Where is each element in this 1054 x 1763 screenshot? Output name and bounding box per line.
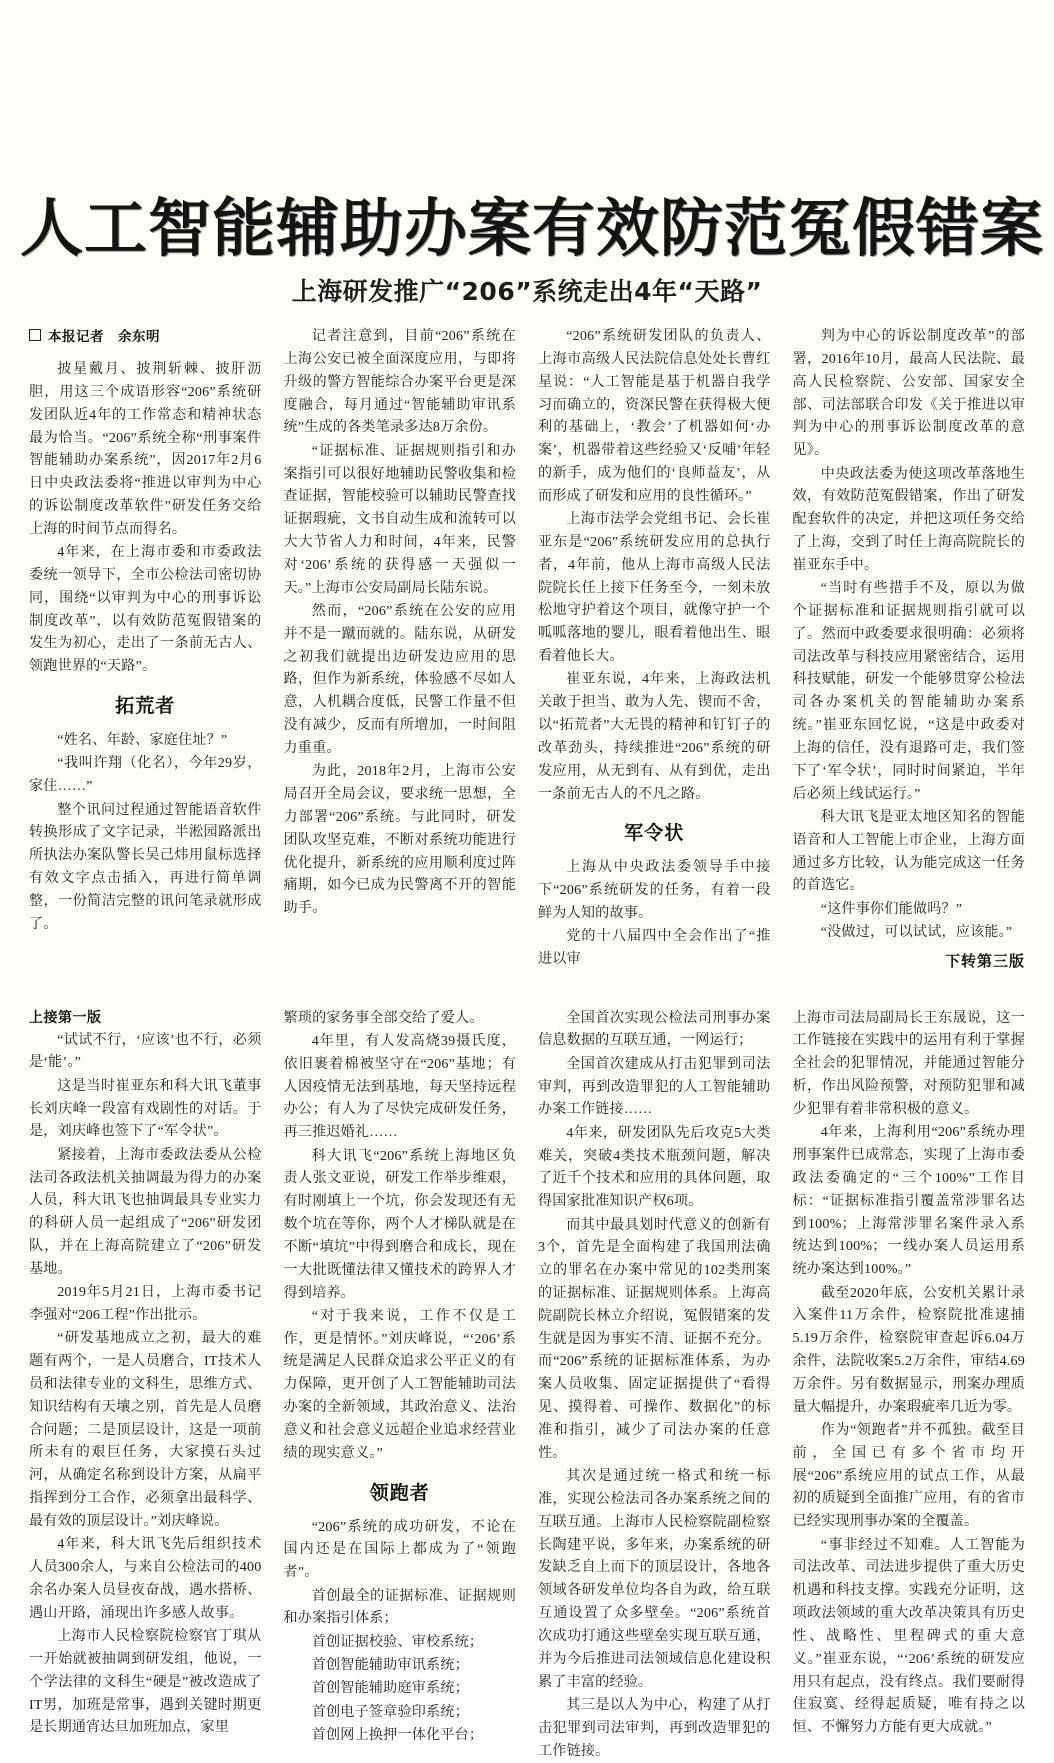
- paragraph: 上海市司法局副局长王东晟说，这一工作链接在实践中的运用有利于掌握全社会的犯罪情况，并能通过智能分析，作出风险预警，对预防犯罪和减少犯罪有着非常积极的意义。: [792, 1009, 1025, 1117]
- paragraph: “试试不行，‘应该’也不行，必须是‘能’。”: [29, 1031, 262, 1071]
- paragraph: 2019年5月21日，上海市委书记李强对“206工程”作出批示。: [29, 1284, 262, 1323]
- paragraph: “206”系统研发团队的负责人、上海市高级人民法院信息处处长曹红星说：“人工智能是基于机器自我学习而确立的，资深民警在获得极大便利的基础上，‘教会’了机器如何‘办案’，机器带着这些经验又‘反哺’年轻的新手，成为他们的‘良师益友’，从而形成了研发和应用的良性循环。”: [538, 328, 771, 504]
- paragraph: 首创电子签章验印系统；: [311, 1703, 469, 1720]
- paragraph: “我叫许翔（化名），今年29岁，家住……”: [29, 755, 262, 795]
- paragraph: 4年里，有人发高烧39摄氏度，依旧裹着棉被坚守在“206”基地；有人因疫情无法到基地，每天坚持远程办公；有人为了尽快完成研发任务，再三推迟婚礼……: [283, 1032, 516, 1141]
- byline: [29, 325, 262, 345]
- paragraph: 首创网上换押一体化平台；: [311, 1727, 484, 1744]
- paragraph: 上海市人民检察院检察官丁琪从一开始就被抽调到研发组，他说，一个学法律的文科生“硬是”被改造成了IT男，加班是常事，遇到关键时期更是长期通宵达旦加班加点，家里: [29, 1628, 262, 1736]
- paragraph: 党的十八届四中全会作出了“推进以审: [538, 928, 771, 968]
- paragraph: 截至2020年底，公安机关累计录入案件11万余件，检察院批准逮捕5.19万余件，检察院审查起诉6.04万余件，法院收案5.2万余件，审结4.69万余件。另有数据显示，刑案办理质量大幅提升，办案瑕疵率几近为零。: [792, 1284, 1025, 1415]
- paragraph: 记者注意到，目前“206”系统在上海公安已被全面深度应用，与即将升级的警方智能综合办案平台更是深度融合，每月通过“智能辅助审讯系统”生成的各类笔录多达8万余份。: [283, 328, 516, 436]
- upper-column-3: [527, 325, 782, 972]
- page-headline: 人工智能辅助办案有效防范冤假错案: [20, 192, 1044, 265]
- upper-column-2: [273, 325, 528, 972]
- continued-from-label: 上接第一版: [29, 1009, 102, 1026]
- section-heading-leader: 领跑者: [369, 1481, 430, 1504]
- paragraph: 紧接着，上海市委政法委从公检法司各政法机关抽调最为得力的办案人员，科大讯飞也抽调最具专业实力的科研人员一起组成了“206”研发团队，并在上海高院建立了“206”研发基地。: [29, 1146, 262, 1277]
- paragraph: 整个讯问过程通过智能语音软件转换形成了文字记录，半淞园路派出所执法办案队警长吴己炜用鼠标选择有效文字点击插入，再进行简单调整，一份简洁完整的讯问笔录就形成了。: [29, 801, 262, 932]
- paragraph: “这件事你们能做吗？”: [820, 900, 963, 917]
- paragraph: “姓名、年龄、家庭住址？”: [57, 732, 228, 749]
- paragraph: 而其中最具划时代意义的创新有3个，首先是全面构建了我国刑法确立的罪名在办案中常见的102类刑案的证据标准、证据规则体系。上海高院副院长林立介绍说，冤假错案的发生就是因为事实不清、证据不充分。而“206”系统的证据标准体系，为办案人员收集、固定证据提供了“看得见、摸得着、可操作、数据化”的标准和指引，减少了司法办案的任意性。: [538, 1216, 771, 1461]
- lower-column-3: [527, 1007, 782, 1763]
- article-lower-columns: [0, 1007, 1054, 1763]
- section-heading-military-order: 军令状: [624, 822, 685, 845]
- paragraph: “没做过，可以试试，应该能。”: [820, 924, 1013, 941]
- paragraph: “研发基地成立之初，最大的难题有两个，一是人员磨合，IT技术人员和法律专业的文科生，思维方式、知识结构有天壤之别，首先是人员磨合问题；二是顶层设计，这是一项前所未有的艰巨任务，大家摸石头过河，从确定名称到设计方案，从扁平指挥到分工合作，必须拿出最科学、最有效的顶层设计。”刘庆峰说。: [29, 1330, 262, 1529]
- paragraph: 然而，“206”系统在公安的应用并不是一蹴而就的。陆东说，从研发之初我们就提出边研发边应用的思路，但作为新系统，体验感不尽如人意，人机耦合度低，民警工作量不但没有减少，反而有所增加，一时间阻力重重。: [283, 602, 516, 756]
- paragraph: “证据标准、证据规则指引和办案指引可以很好地辅助民警收集和检查证据，智能校验可以辅助民警查找证据瑕疵，文书自动生成和流转可以大大节省人力和时间，4年来，民警对‘206’系统的获得感一天强似一天。”上海市公安局副局长陆东说。: [283, 442, 516, 596]
- paragraph: 全国首次建成从打击犯罪到司法审判，再到改造罪犯的人工智能辅助办案工作链接……: [538, 1055, 771, 1118]
- paragraph: 其三是以人为中心，构建了从打击犯罪到司法审判，再到改造罪犯的工作链接。: [538, 1696, 771, 1759]
- paragraph: 首创最全的证据标准、证据规则和办案指引体系；: [283, 1587, 516, 1627]
- paragraph: 这是当时崔亚东和科大讯飞董事长刘庆峰一段富有戏剧性的对话。于是，刘庆峰也签下了“军令状”。: [29, 1077, 262, 1140]
- continued-to-label: 下转第三版: [944, 951, 1025, 970]
- lower-column-1: [18, 1007, 273, 1763]
- paragraph: 上海市法学会党组书记、会长崔亚东是“206”系统研发应用的总执行者，4年前，他从上海市高级人民法院院长任上接下任务至今，一刻未放松地守护着这个项目，就像守护一个呱呱落地的婴儿，眼看着他出生、眼看着他长大。: [538, 511, 771, 665]
- lower-column-2: [273, 1007, 528, 1763]
- article-upper-columns: [0, 325, 1054, 972]
- paragraph: 首创证据校验、审校系统；: [311, 1633, 484, 1650]
- paragraph: 披星戴月、披荆斩棘、披肝沥胆，用这三个成语形容“206”系统研发团队近4年的工作常态和精神状态最为恰当。“206”系统全称“刑事案件智能辅助办案系统”，因2017年2月6日中央政法委将“推进以审判为中心的诉讼制度改革软件”研发任务交给上海的时间节点而得名。: [29, 361, 262, 537]
- masthead: [0, 0, 1054, 307]
- paragraph: 为此，2018年2月，上海市公安局召开全局会议，要求统一思想，全力部署“206”系统。与此同时，研发团队攻坚克难，不断对系统功能进行优化提升，新系统的应用顺利度过阵痛期，如今已成为民警离不开的智能助手。: [283, 763, 516, 917]
- paragraph: 崔亚东说，4年来，上海政法机关敢于担当、敢为人先、锲而不舍，以“拓荒者”大无畏的精神和钉钉子的改革劲头，持续推进“206”系统的研发应用，从无到有、从有到优，走出一条前无古人的不凡之路。: [538, 671, 771, 802]
- paragraph: 首创智能辅助审讯系统；: [311, 1657, 469, 1674]
- byline-text: 本报记者 余东明: [48, 329, 160, 346]
- upper-column-4: [782, 325, 1037, 972]
- upper-column-1: [18, 325, 273, 972]
- paragraph: 上海从中央政法委领导手中接下“206”系统研发的任务，有着一段鲜为人知的故事。: [538, 859, 771, 922]
- section-heading-pioneer: 拓荒者: [115, 695, 176, 718]
- paragraph: “对于我来说，工作不仅是工作，更是情怀。”刘庆峰说，“‘206’系统是满足人民群众追求公平正义的有力保障，更开创了人工智能辅助司法办案的全新领域，其政治意义、法治意义和社会意义远超企业追求经营业绩的现实意义。”: [283, 1307, 516, 1461]
- square-bullet-icon: [29, 329, 41, 341]
- paragraph: 其次是通过统一格式和统一标准，实现公检法司各办案系统之间的互联互通。上海市人民检察院副检察长陶建平说，多年来，办案系统的研发缺乏自上而下的顶层设计，各地各领域各研发单位均各自为政，给互联互通设置了众多壁垒。“206”系统首次成功打通这些壁垒实现互联互通，并为今后推进司法领域信息化建设积累了丰富的经验。: [538, 1468, 771, 1690]
- lower-column-4: [782, 1007, 1037, 1763]
- paragraph: “事非经过不知难。人工智能为司法改革、司法进步提供了重大历史机遇和科技支撑。实践充分证明，这项政法领域的重大改革决策具有历史性、战略性、里程碑式的重大意义。”崔亚东说，“‘206’系统的研发应用只有起点，没有终点。我们要耐得住寂寞、经得起质疑，唯有持之以恒、不懈努力方能有更大成就。”: [792, 1536, 1025, 1736]
- paragraph: 4年来，上海利用“206”系统办理刑事案件已成常态，实现了上海市委政法委确定的“三个100%”工作目标：“证据标准指引覆盖常涉罪名达到100%；上海常涉罪名案件录入系统达到100%；一线办案人员运用系统办案达到100%。”: [792, 1124, 1025, 1278]
- paragraph: 判为中心的诉讼制度改革”的部署，2016年10月，最高人民法院、最高人民检察院、公安部、国家安全部、司法部联合印发《关于推进以审判为中心的刑事诉讼制度改革的意见》。: [792, 328, 1025, 459]
- paragraph: 科大讯飞是亚太地区知名的智能语音和人工智能上市企业，上海方面通过多方比较，认为能完成这一任务的首选它。: [792, 808, 1025, 894]
- paragraph: 中央政法委为使这项改革落地生效，有效防范冤假错案，作出了研发配套软件的决定，并把这项任务交给了上海，交到了时任上海高院院长的崔亚东手中。: [792, 465, 1025, 573]
- paragraph: 4年来，研发团队先后攻克5大类难关，突破4类技术瓶颈问题，解决了近千个技术和应用的具体问题，取得国家批准知识产权6项。: [538, 1124, 771, 1210]
- paragraph: 繁琐的家务事全部交给了爱人。: [283, 1009, 484, 1026]
- paragraph: “206”系统的成功研发，不论在国内还是在国际上都成为了“领跑者”。: [283, 1518, 516, 1581]
- paragraph: 首创智能辅助庭审系统；: [311, 1680, 469, 1697]
- paragraph: 科大讯飞“206”系统上海地区负责人张文亚说，研发工作举步维艰，有时刚填上一个坑，你会发现还有无数个坑在等你，两个人才梯队就是在不断“填坑”中得到磨合和成长，现在一大批既懂法律又懂技术的跨界人才得到培养。: [283, 1147, 516, 1301]
- paragraph: 全国首次实现公检法司刑事办案信息数据的互联互通，一网运行；: [538, 1009, 771, 1049]
- paragraph: 4年来，科大讯飞先后组织技术人员300余人，与来自公检法司的400余名办案人员昼夜奋战，遇水搭桥、遇山开路，涌现出许多感人故事。: [29, 1536, 262, 1621]
- page-subheadline: 上海研发推广“206”系统走出4年“天路”: [291, 277, 763, 307]
- paragraph: “当时有些措手不及，原以为做个证据标准和证据规则指引就可以了。然而中政委要求很明确：必须将司法改革与科技应用紧密结合，运用科技赋能，研发一个能够贯穿公检法司各办案机关的智能辅助办案系统。”崔亚东回忆说，“这是中政委对上海的信任，没有退路可走，我们签下了‘军令状’，同时时间紧迫，半年后必须上线试运行。”: [792, 580, 1025, 802]
- paragraph: 作为“领跑者”并不孤独。截至目前，全国已有多个省市均开展“206”系统应用的试点工作，从最初的质疑到全面推广应用，有的省市已经实现刑事办案的全覆盖。: [792, 1421, 1025, 1530]
- paragraph: 4年来，在上海市委和市委政法委统一领导下，全市公检法司密切协同，围绕“以审判为中心的刑事诉讼制度改革”，以有效防范冤假错案的发生为初心，走出了一条前无古人、领跑世界的“天路”。: [29, 544, 262, 675]
- section-divider: [18, 972, 1036, 973]
